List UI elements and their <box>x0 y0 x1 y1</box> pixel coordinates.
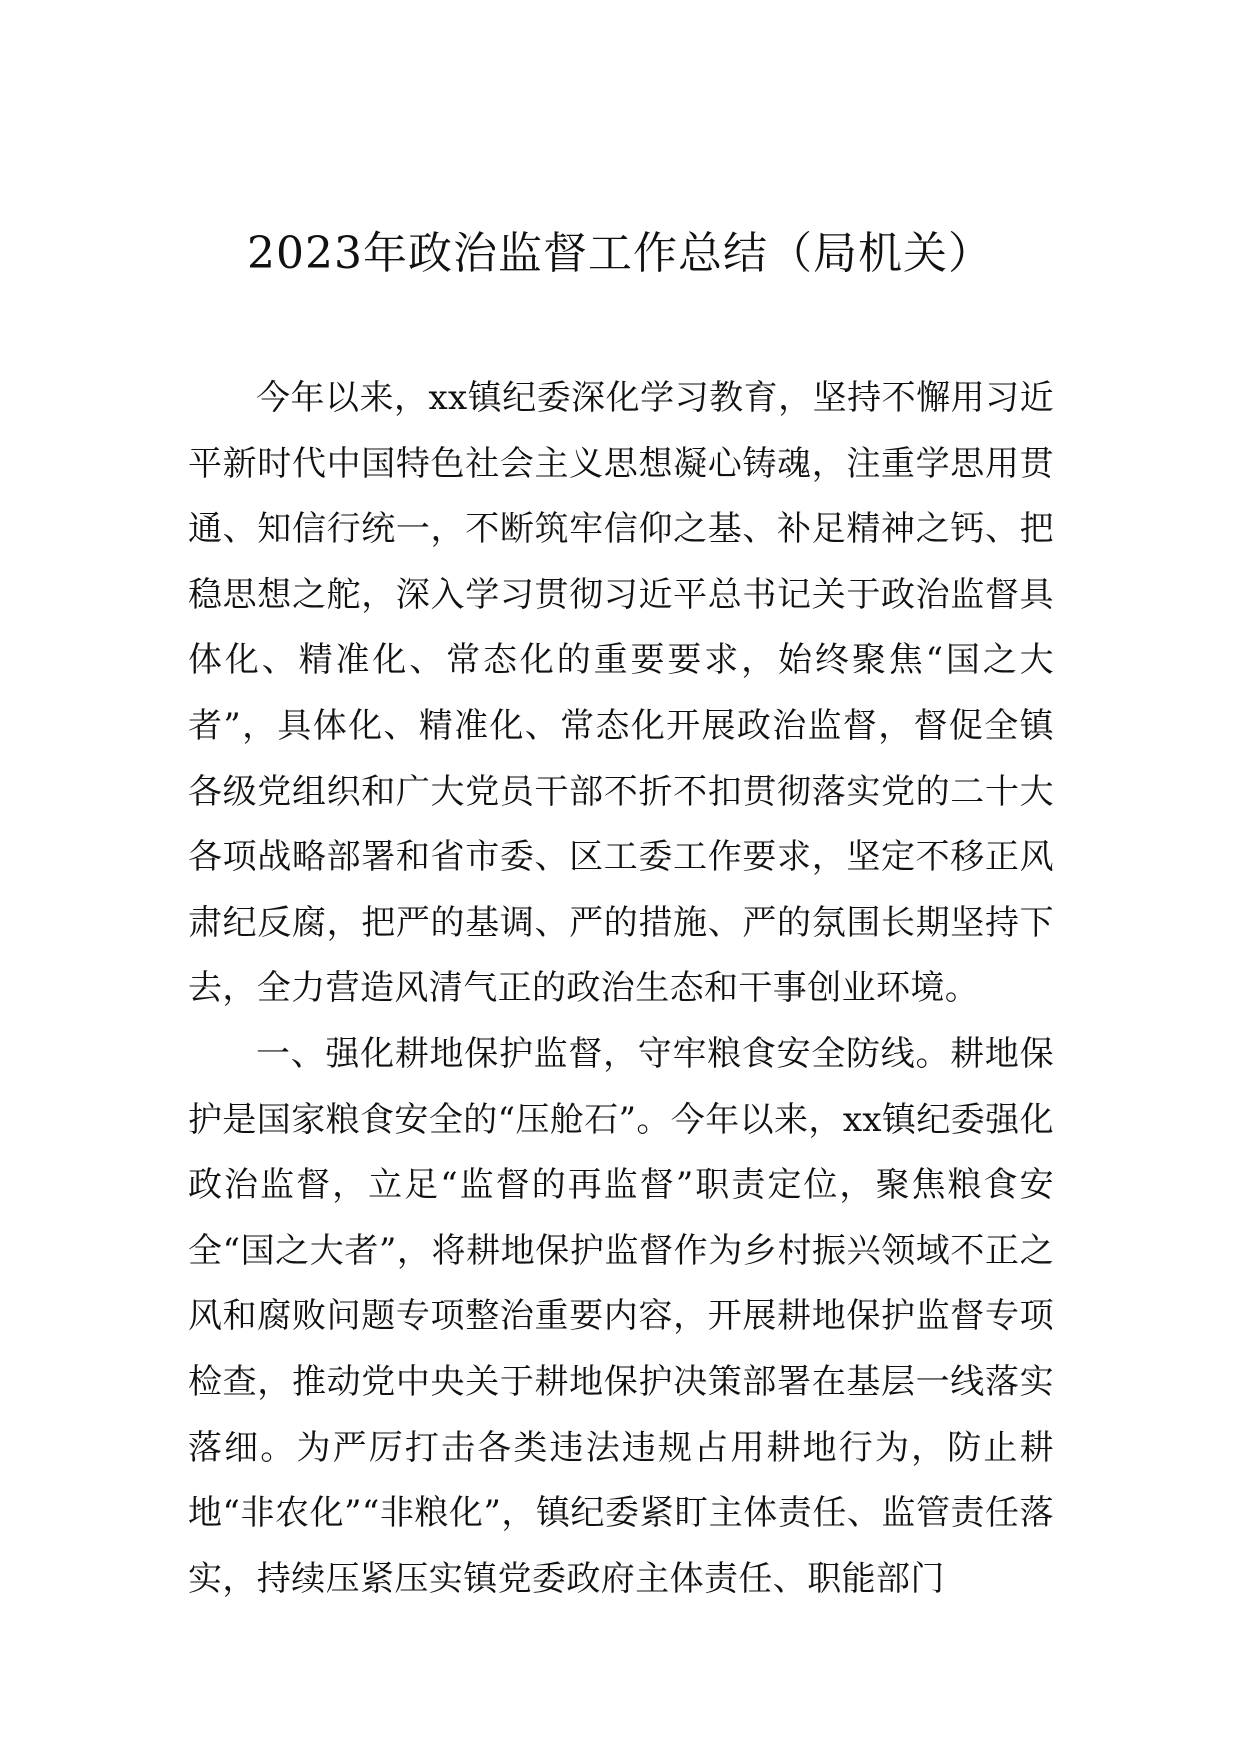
paragraph-section-one: 一、强化耕地保护监督，守牢粮食安全防线。耕地保护是国家粮食安全的“压舱石”。今年以来，xx镇纪委强化政治监督，立足“监督的再监督”职责定位，聚焦粮食安全“国之大者”，将耕地保护监督作为乡村振兴领域不正之风和腐败问题专项整治重要内容，开展耕地保护监督专项检查，推动党中央关于耕地保护决策部署在基层一线落实落细。为严厉打击各类违法违规占用耕地行为，防止耕地“非农化”“非粮化”，镇纪委紧盯主体责任、监管责任落实，持续压紧压实镇党委政府主体责任、职能部门 <box>188 1033 1054 1599</box>
paragraph-intro: 今年以来，xx镇纪委深化学习教育，坚持不懈用习近平新时代中国特色社会主义思想凝心铸魂，注重学思用贯通、知信行统一，不断筑牢信仰之基、补足精神之钙、把稳思想之舵，深入学习贯彻习近平总书记关于政治监督具体化、精准化、常态化的重要要求，始终聚焦“国之大者”，具体化、精准化、常态化开展政治监督，督促全镇各级党组织和广大党员干部不折不扣贯彻落实党的二十大各项战略部署和省市委、区工委工作要求，坚定不移正风肃纪反腐，把严的基调、严的措施、严的氛围长期坚持下去，全力营造风清气正的政治生态和干事创业环境。 <box>188 378 1054 1009</box>
document-body <box>188 366 1054 1612</box>
document-title: 2023年政治监督工作总结（局机关） <box>247 228 993 279</box>
